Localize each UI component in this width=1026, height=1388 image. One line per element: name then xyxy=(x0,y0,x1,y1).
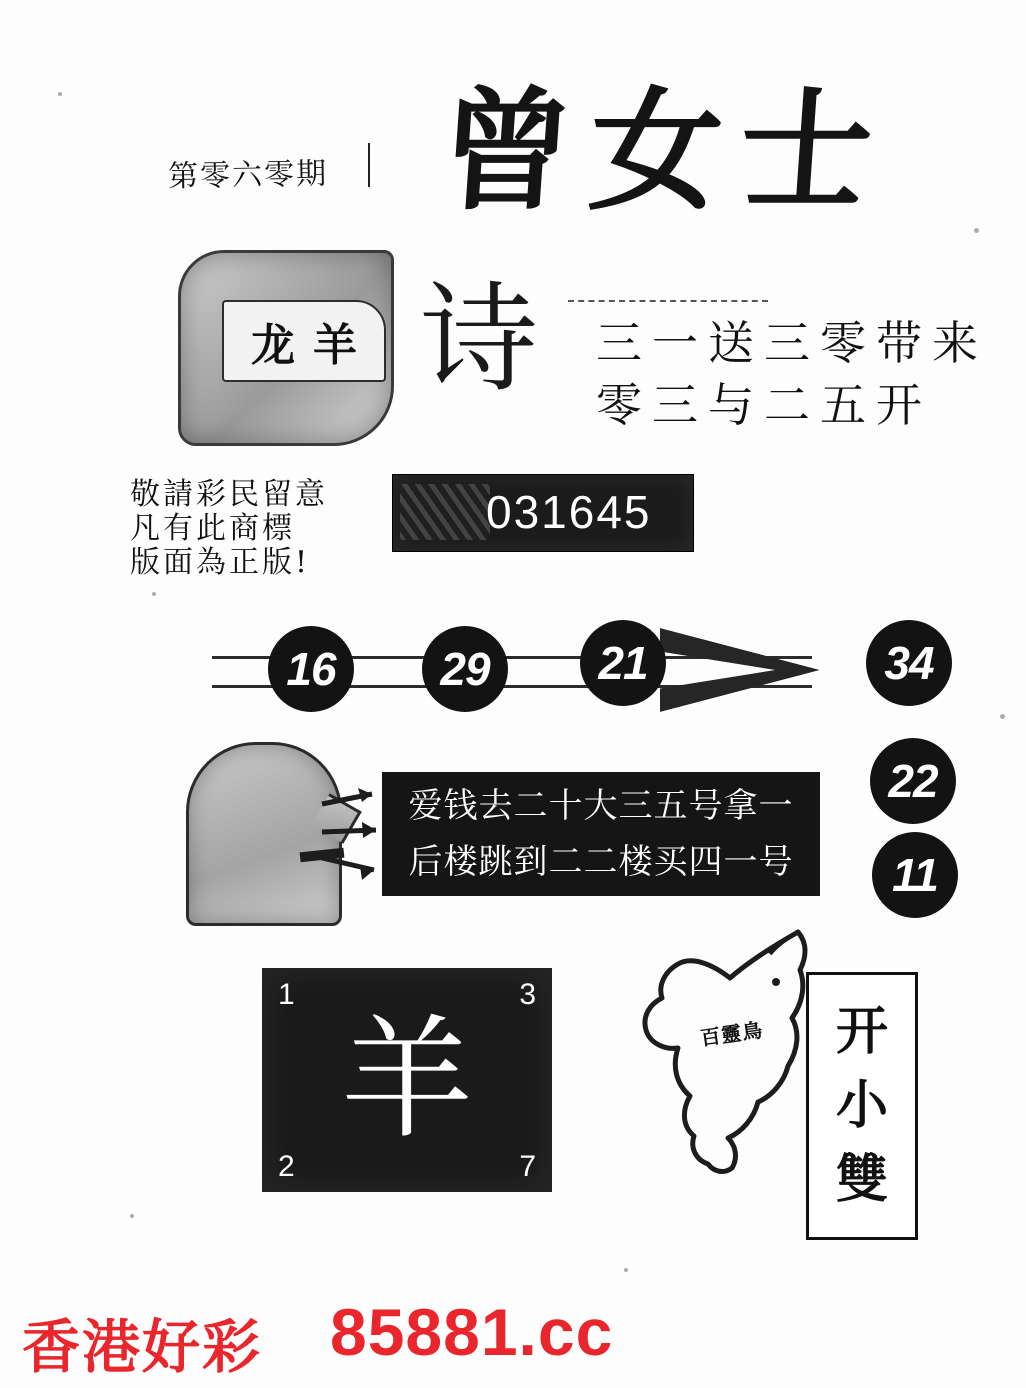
paper-speck xyxy=(974,228,979,233)
speech-line-1: 爱钱去二十大三五号拿一 xyxy=(408,786,794,826)
number-ball: 29 xyxy=(422,626,508,712)
zodiac-tag-char-1: 龙 xyxy=(251,320,295,371)
authenticity-notice xyxy=(130,478,328,580)
speech-line-2: 后楼跳到二二楼买四一号 xyxy=(408,842,794,882)
notice-line-1: 敬請彩民留意 xyxy=(130,477,328,512)
zodiac-card-corner-bl: 2 xyxy=(278,1150,295,1183)
number-ball: 21 xyxy=(580,620,666,706)
notice-line-3: 版面為正版! xyxy=(130,545,311,580)
number-ball: 22 xyxy=(870,738,956,824)
poem-line-2: 零三与二五开 xyxy=(596,378,932,432)
page-title: 曾女士 xyxy=(434,74,896,229)
zodiac-card-char: 羊 xyxy=(341,1003,473,1157)
zodiac-card-corner-tl: 1 xyxy=(278,978,295,1011)
number-ball: 11 xyxy=(872,832,958,918)
result-char-1: 开 xyxy=(835,1001,888,1062)
speech-bubble xyxy=(382,772,820,896)
poem-text xyxy=(596,312,988,436)
zodiac-card xyxy=(262,968,552,1192)
paper-speck xyxy=(152,592,156,596)
serial-watermark-icon xyxy=(400,484,490,540)
poem-line-1: 三一送三零带来 xyxy=(596,316,988,370)
paper-speck xyxy=(130,1214,134,1218)
result-char-2: 小 xyxy=(835,1075,888,1136)
poem-dotted-rule xyxy=(568,300,768,302)
zodiac-card-corner-tr: 3 xyxy=(519,978,536,1011)
dove-icon xyxy=(620,920,820,1195)
paper-speck xyxy=(1000,714,1005,719)
serial-number: 031645 xyxy=(486,486,652,538)
paper-speck xyxy=(624,1268,628,1272)
zodiac-tag-char-2: 羊 xyxy=(313,320,357,371)
number-ball: 16 xyxy=(268,626,354,712)
zodiac-card-corner-br: 7 xyxy=(519,1150,536,1183)
footer-url[interactable]: 85881.cc xyxy=(330,1295,614,1369)
paper-speck xyxy=(58,92,62,96)
poem-heading-char: 诗 xyxy=(420,270,539,408)
number-ball: 34 xyxy=(866,620,952,706)
issue-divider-mark xyxy=(368,143,370,187)
notice-line-2: 凡有此商標 xyxy=(130,511,295,546)
footer-brand: 香港好彩 xyxy=(22,1313,263,1381)
dove-label: 百靈鳥 xyxy=(698,1017,765,1051)
issue-label: 第零六零期 xyxy=(167,156,329,195)
result-box xyxy=(806,972,918,1240)
result-char-3: 雙 xyxy=(835,1149,888,1210)
zodiac-tag-inner xyxy=(222,300,386,382)
